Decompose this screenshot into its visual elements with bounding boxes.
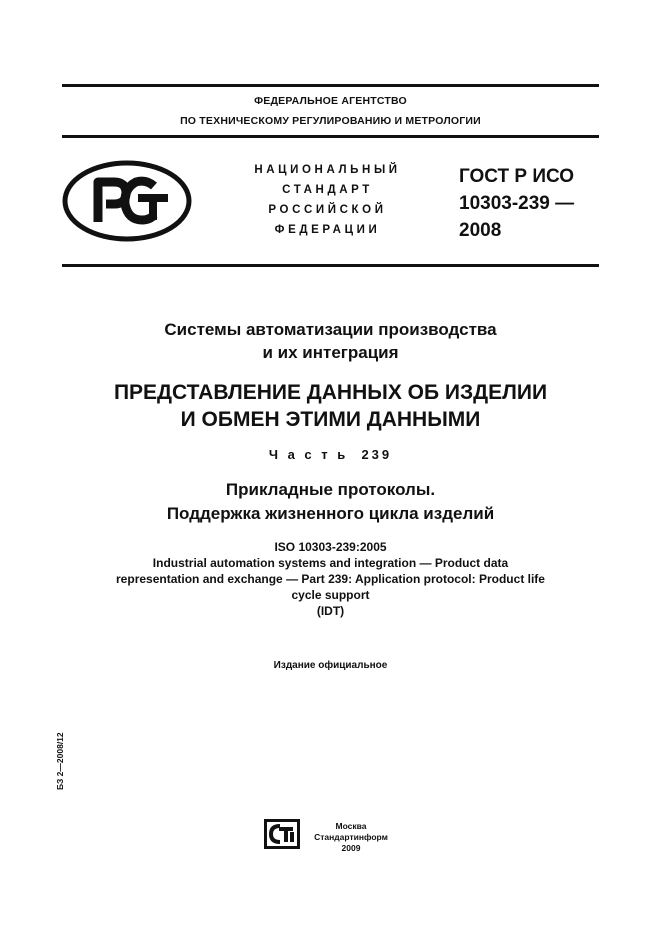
designation-line-1: ГОСТ Р ИСО (459, 166, 575, 187)
top-rule (62, 84, 599, 87)
header-bottom-rule (62, 264, 599, 267)
designation (459, 163, 574, 244)
iso-idt: (IDT) (316, 604, 345, 618)
subtitle-line-1: Прикладные протоколы. (225, 480, 436, 499)
rst-logo-icon (62, 160, 192, 242)
title-line-2: и их интеграция (262, 343, 399, 362)
designation-line-3: 2008 (459, 220, 502, 241)
iso-title-line-3: cycle support (291, 588, 370, 602)
main-title-line-1: ПРЕДСТАВЛЕНИЕ ДАННЫХ ОБ ИЗДЕЛИИ (113, 381, 548, 404)
standard-type-line-1: НАЦИОНАЛЬНЫЙ (254, 164, 401, 176)
publisher-city: Москва (335, 821, 367, 831)
edition-note: Издание официальное (273, 660, 388, 671)
publisher-year: 2009 (341, 843, 361, 853)
publisher-name: Стандартинформ (314, 832, 388, 842)
iso-number: ISO 10303-239:2005 (274, 540, 387, 554)
standard-type-line-2: СТАНДАРТ (282, 184, 373, 196)
iso-title-line-2: representation and exchange — Part 239: Application protocol: Product life (116, 572, 545, 586)
publisher-info (306, 821, 396, 854)
iso-title-line-1: Industrial automation systems and integration — Product data (152, 556, 509, 570)
side-code: БЗ 2—2008/12 (55, 732, 65, 790)
main-title-line-2: И ОБМЕН ЭТИМИ ДАННЫМИ (180, 408, 481, 431)
agency-line-1: ФЕДЕРАЛЬНОЕ АГЕНТСТВО (254, 95, 407, 107)
publisher-logo-icon (263, 818, 301, 850)
standard-type-line-4: ФЕДЕРАЦИИ (274, 224, 381, 236)
agency-line-2: ПО ТЕХНИЧЕСКОМУ РЕГУЛИРОВАНИЮ И МЕТРОЛОГИИ (180, 115, 481, 127)
designation-line-2: 10303-239 — (459, 193, 575, 214)
standard-type-line-3: РОССИЙСКОЙ (268, 204, 387, 216)
agency-rule (62, 135, 599, 138)
subtitle-line-2: Поддержка жизненного цикла изделий (166, 504, 495, 523)
part-number: Ч а с т ь 239 (268, 447, 393, 462)
title-line-1: Системы автоматизации производства (164, 320, 497, 339)
